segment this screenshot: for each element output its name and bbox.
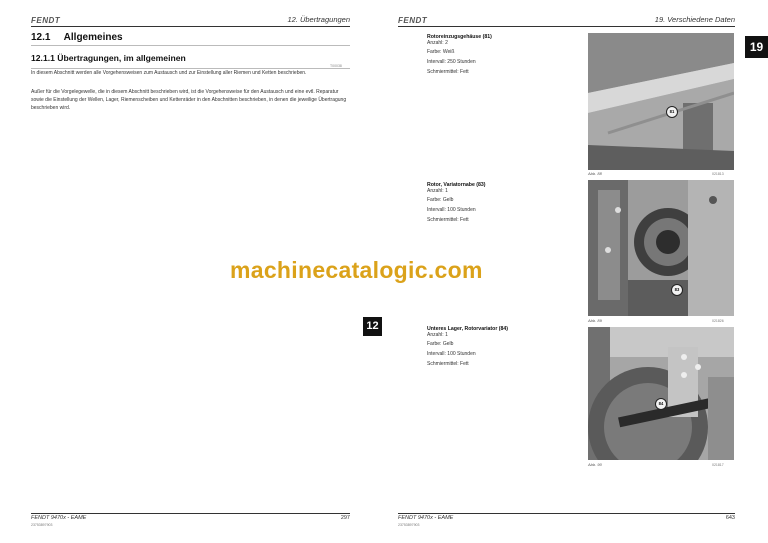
left-header-rule xyxy=(31,26,350,27)
paragraph-2: Außer für die Vorgelegewelle, die in diesem Abschnitt beschrieben wird, ist die Vorgehensweise für den Austausch und eine evtl. Reparatur sowie die Einstellung der Wellen, Lager, Riemenscheiben und Kettenräder in den Abschnitten beschrieben, in denen die jeweilige Übertragung beschrieben wird. xyxy=(31,89,347,111)
item-count: Anzahl: 1 xyxy=(427,188,448,194)
figure-id: 021813 xyxy=(712,172,724,176)
left-footer-model: FENDT 9470x - EAME xyxy=(31,515,87,521)
item-count: Anzahl: 1 xyxy=(427,332,448,338)
figure-caption: Abb. 89 xyxy=(588,318,602,323)
figure-caption: Abb. 88 xyxy=(588,171,602,176)
item-interval: Intervall: 100 Stunden xyxy=(427,351,476,357)
section-rule xyxy=(31,45,350,46)
section-title: Allgemeines xyxy=(63,32,123,43)
right-header-rule xyxy=(398,26,735,27)
item-count: Anzahl: 2 xyxy=(427,40,448,46)
figure-photo xyxy=(588,327,734,460)
item-title: Rotor, Variatornabe (83) xyxy=(427,182,486,188)
item-lubricant: Schmiermittel: Fett xyxy=(427,217,469,223)
item-color: Farbe: Gelb xyxy=(427,197,454,203)
item-color: Farbe: Gelb xyxy=(427,341,454,347)
callout-81: 81 xyxy=(666,106,678,118)
subsection-ref-id: T00038 xyxy=(330,64,342,68)
paragraph-1: In diesem Abschnitt werden alle Vorgehensweisen zum Austausch und zur Einstellung aller Riemen und Ketten beschrieben. xyxy=(31,70,307,76)
lubrication-item xyxy=(427,182,577,225)
callout-83: 83 xyxy=(671,284,683,296)
right-footer-model: FENDT 9470x - EAME xyxy=(398,515,454,521)
left-footer-code: 23753897903 xyxy=(31,523,53,527)
item-title: Rotoreinzugsgehäuse (81) xyxy=(427,34,492,40)
figure-photo xyxy=(588,33,734,170)
variator-hub-illustration xyxy=(588,180,734,316)
subsection-rule xyxy=(31,68,350,69)
section-number: 12.1 xyxy=(31,32,51,43)
subsection-title: 12.1.1 Übertragungen, im allgemeinen xyxy=(31,53,186,63)
left-footer-rule xyxy=(31,513,350,514)
item-interval: Intervall: 250 Stunden xyxy=(427,59,476,65)
left-page-number: 297 xyxy=(340,515,350,521)
fendt-logo: FENDT xyxy=(398,16,428,25)
item-lubricant: Schmiermittel: Fett xyxy=(427,69,469,75)
lower-bearing-illustration xyxy=(588,327,734,460)
chapter-tab-19: 19 xyxy=(745,36,768,58)
rotor-housing-illustration xyxy=(588,33,734,170)
fendt-logo: FENDT xyxy=(31,16,61,25)
chapter-tab-12: 12 xyxy=(363,317,382,336)
right-footer-code: 23753897903 xyxy=(398,523,420,527)
lubrication-item xyxy=(427,34,577,77)
watermark: machinecatalogic.com xyxy=(230,257,483,283)
left-header-title: 12. Übertragungen xyxy=(287,15,350,24)
lubrication-item xyxy=(427,326,577,369)
callout-84: 84 xyxy=(655,398,667,410)
right-page-number: 643 xyxy=(725,515,735,521)
figure-caption: Abb. 90 xyxy=(588,462,602,467)
item-color: Farbe: Weiß xyxy=(427,49,455,55)
figure-photo xyxy=(588,180,734,316)
section-heading xyxy=(31,32,123,43)
right-header-title: 19. Verschiedene Daten xyxy=(654,15,735,24)
right-footer-rule xyxy=(398,513,735,514)
item-title: Unteres Lager, Rotorvariator (84) xyxy=(427,326,509,332)
item-lubricant: Schmiermittel: Fett xyxy=(427,361,469,367)
figure-id: 021826 xyxy=(712,319,724,323)
figure-id: 021817 xyxy=(712,463,724,467)
item-interval: Intervall: 100 Stunden xyxy=(427,207,476,213)
